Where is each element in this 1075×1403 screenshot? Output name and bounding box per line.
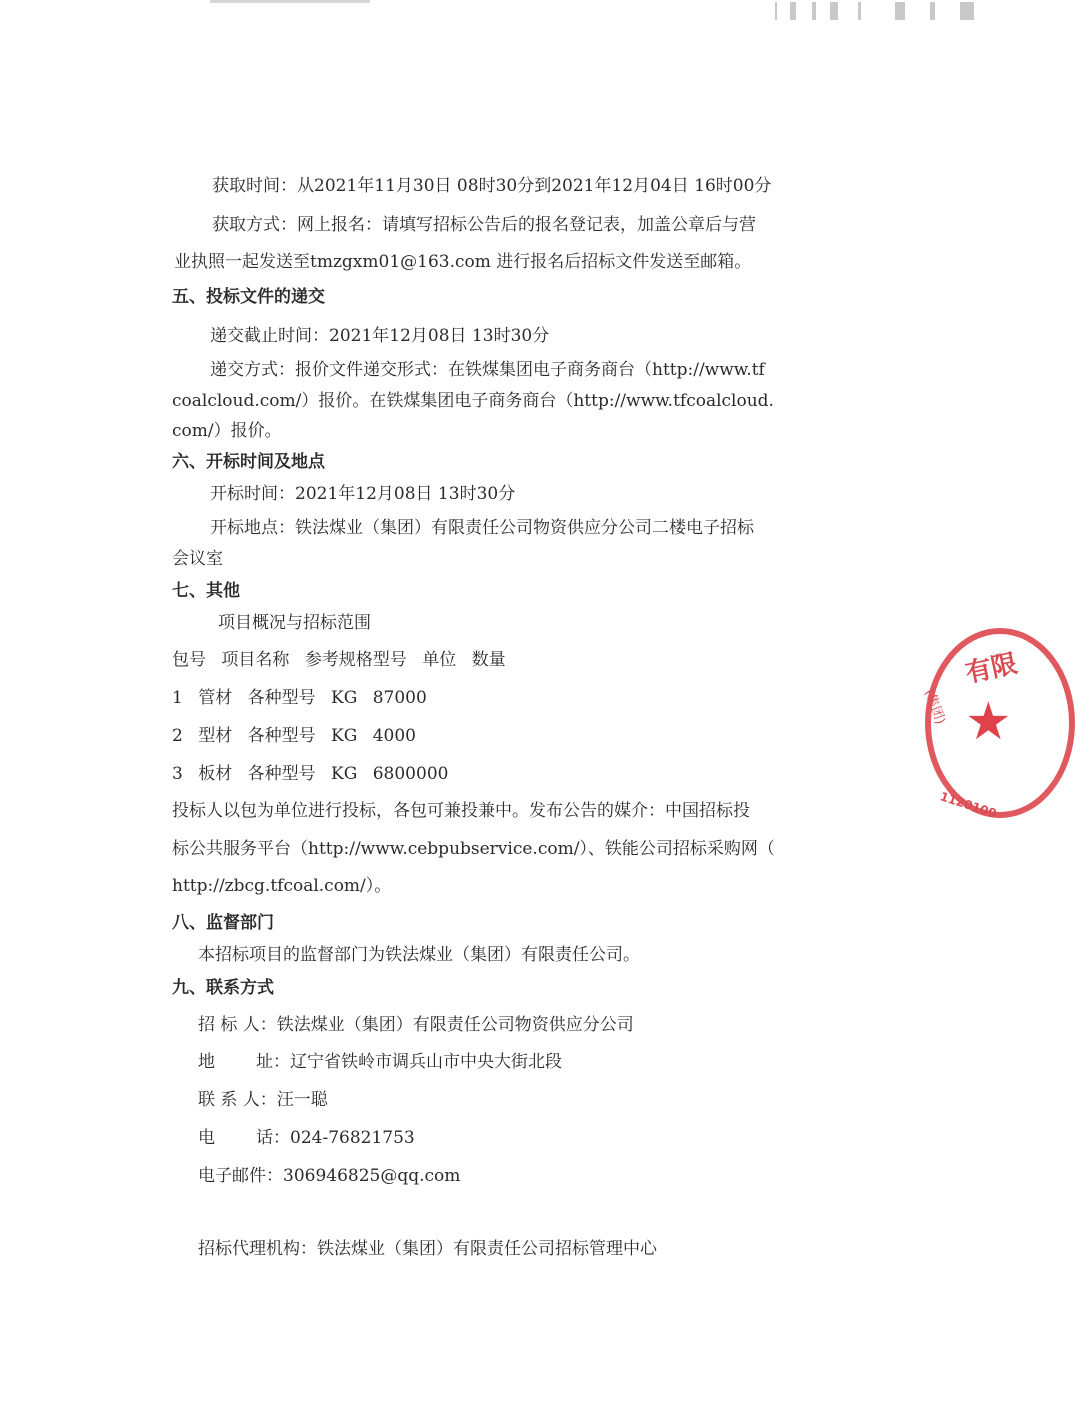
- table-cell: 各种型号: [247, 764, 316, 784]
- tender-agency: 招标代理机构：铁法煤业（集团）有限责任公司招标管理中心: [198, 1239, 657, 1259]
- scan-stripe: [895, 2, 905, 20]
- table-cell: 2: [172, 726, 183, 746]
- section-5-heading: 五、投标文件的递交: [172, 287, 325, 307]
- seal-number: 1120100: [938, 789, 999, 821]
- acquire-method-line1: 获取方式：网上报名：请填写招标公告后的报名登记表，加盖公章后与营: [212, 215, 756, 235]
- scan-stripe: [790, 2, 796, 20]
- table-cell: 板材: [198, 764, 233, 784]
- scan-line: [210, 0, 370, 3]
- table-cell: KG: [331, 764, 358, 784]
- table-cell: 各种型号: [247, 688, 316, 708]
- contact-address: 址：辽宁省铁岭市调兵山市中央大街北段: [256, 1052, 562, 1072]
- table-cell: 各种型号: [247, 726, 316, 746]
- table-header-cell: 数量: [471, 650, 506, 670]
- scan-stripe: [930, 2, 935, 20]
- acquire-time: 获取时间：从2021年11月30日 08时30分到2021年12月04日 16时00分: [212, 176, 772, 196]
- submit-method-line2: coalcloud.com/）报价。在铁煤集团电子商务商台（http://www.tfcoalcloud.: [172, 391, 774, 411]
- table-row: [172, 725, 426, 747]
- table-cell: 4000: [372, 726, 416, 746]
- table-cell: 6800000: [372, 764, 449, 784]
- scan-stripe: [775, 2, 777, 20]
- star-icon: ★: [965, 692, 1012, 752]
- official-seal: [921, 628, 1075, 821]
- scan-stripe: [830, 2, 838, 20]
- section-9-heading: 九、联系方式: [172, 978, 274, 998]
- table-row: [172, 763, 458, 785]
- bidding-note-line3: http://zbcg.tfcoal.com/）。: [172, 876, 392, 896]
- contact-person: 联 系 人：汪一聪: [198, 1090, 328, 1110]
- opening-time: 开标时间：2021年12月08日 13时30分: [210, 484, 516, 504]
- supervision-text: 本招标项目的监督部门为铁法煤业（集团）有限责任公司。: [198, 945, 640, 965]
- scan-stripe: [960, 2, 974, 20]
- scan-artifact-top: [0, 0, 992, 26]
- opening-place-line1: 开标地点：铁法煤业（集团）有限责任公司物资供应分公司二楼电子招标: [210, 518, 754, 538]
- bidding-note-line1: 投标人以包为单位进行投标，各包可兼投兼中。发布公告的媒介：中国招标投: [172, 801, 750, 821]
- bidding-note-line2: 标公共服务平台（http://www.cebpubservice.com/）、铁能公司招标采购网（: [172, 839, 775, 859]
- seal-text: (集团): [921, 687, 948, 727]
- table-header-cell: 包号: [172, 650, 206, 670]
- table-cell: 型材: [198, 726, 233, 746]
- section-6-heading: 六、开标时间及地点: [172, 452, 325, 472]
- table-header-cell: 单位: [422, 650, 457, 670]
- opening-place-line2: 会议室: [172, 549, 223, 569]
- contact-phone-label: 电: [198, 1128, 215, 1148]
- acquire-method-line2: 业执照一起发送至tmzgxm01@163.com 进行报名后招标文件发送至邮箱。: [174, 252, 752, 272]
- contact-email: 电子邮件：306946825@qq.com: [198, 1166, 461, 1186]
- contact-tenderer: 招 标 人：铁法煤业（集团）有限责任公司物资供应分公司: [198, 1015, 634, 1035]
- scan-stripe: [812, 2, 816, 20]
- table-cell: 管材: [198, 688, 233, 708]
- submit-method-line3: com/）报价。: [172, 421, 282, 441]
- section-8-heading: 八、监督部门: [172, 913, 274, 933]
- table-header-row: [172, 649, 516, 671]
- table-header-cell: 项目名称: [221, 650, 290, 670]
- submit-method-line1: 递交方式：报价文件递交形式：在铁煤集团电子商务商台（http://www.tf: [210, 360, 765, 380]
- submit-deadline: 递交截止时间：2021年12月08日 13时30分: [210, 326, 550, 346]
- table-cell: KG: [331, 688, 358, 708]
- table-header-cell: 参考规格型号: [304, 650, 407, 670]
- table-cell: 3: [172, 764, 183, 784]
- section-7-heading: 七、其他: [172, 581, 240, 601]
- table-cell: 87000: [372, 688, 427, 708]
- table-cell: 1: [172, 688, 183, 708]
- scan-stripe: [858, 2, 861, 20]
- table-cell: KG: [331, 726, 358, 746]
- contact-phone: 话：024-76821753: [256, 1128, 415, 1148]
- seal-text: 有限: [962, 648, 1021, 690]
- table-row: [172, 687, 437, 709]
- project-overview-title: 项目概况与招标范围: [218, 613, 371, 633]
- contact-address-label: 地: [198, 1052, 215, 1072]
